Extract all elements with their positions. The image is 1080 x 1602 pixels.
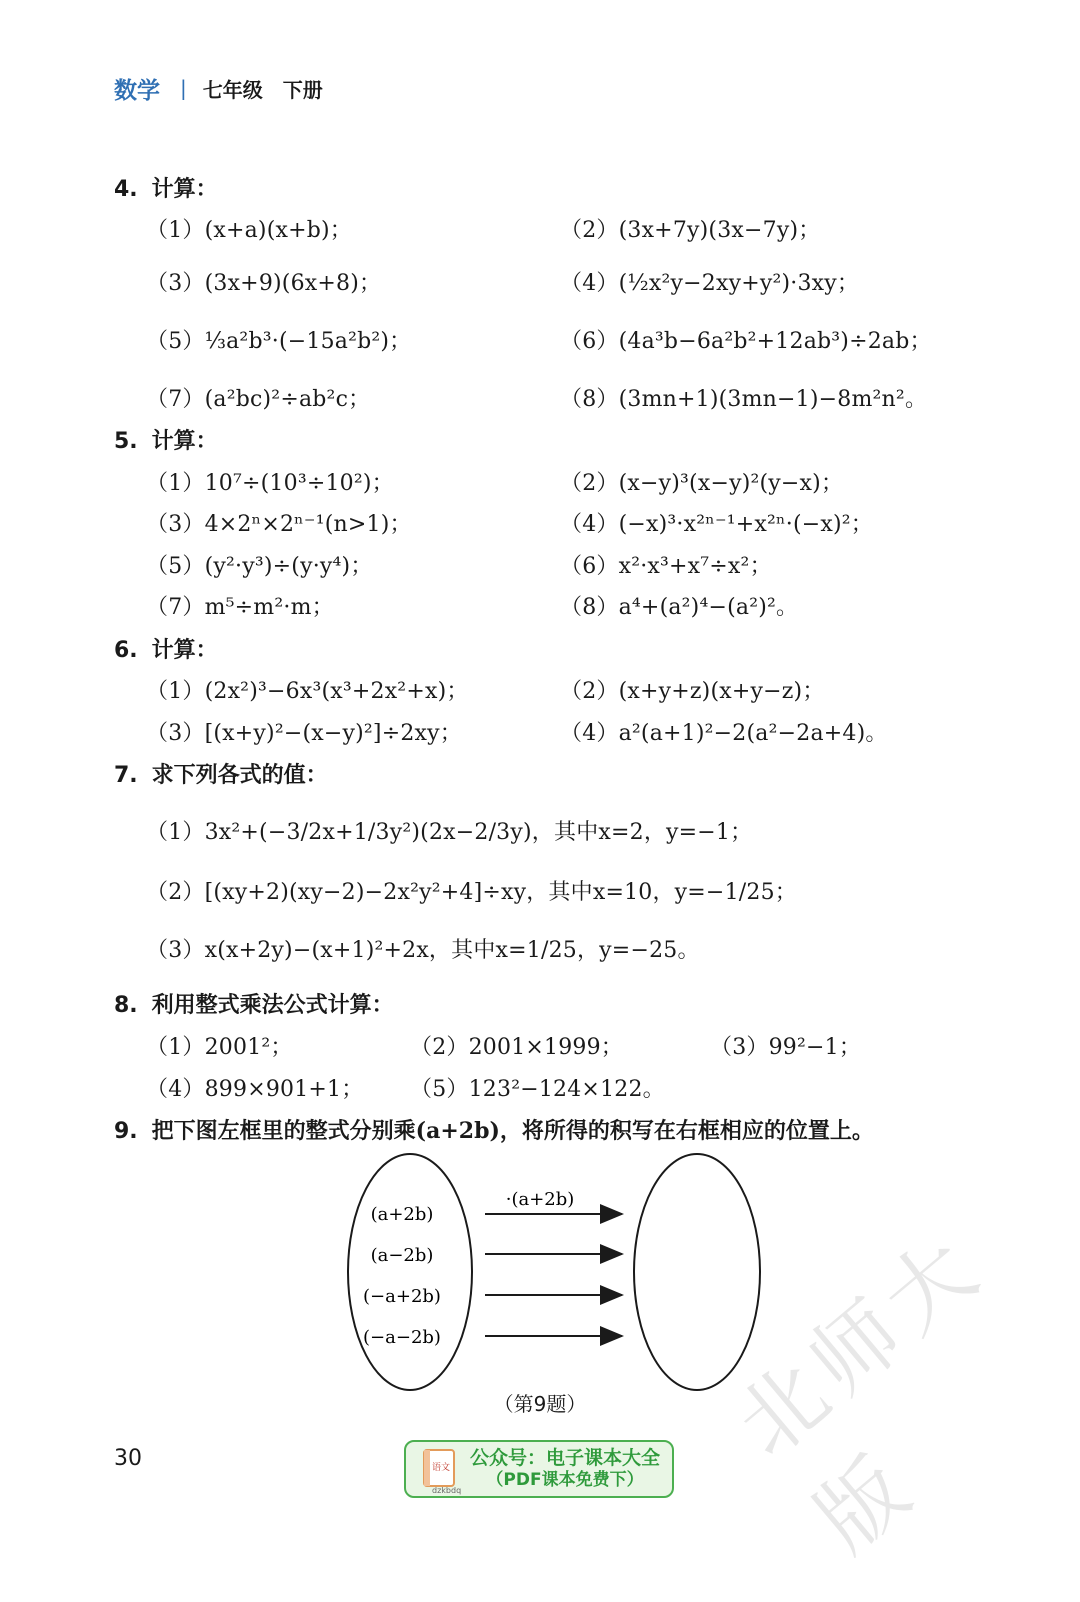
q4-item-1: （1）(x+a)(x+b)； bbox=[146, 218, 353, 243]
q7-item-2: （2）[(xy+2)(xy−2)−2x²y²+4]÷xy，其中x=10，y=−1/25； bbox=[146, 880, 797, 905]
question-title: 利用整式乘法公式计算： bbox=[151, 992, 394, 1018]
q4-item-4: （4）(½x²y−2xy+y²)·3xy； bbox=[560, 271, 860, 296]
left-item-2: (a−2b) bbox=[370, 1245, 434, 1266]
q4-item-2: （2）(3x+7y)(3x−7y)； bbox=[560, 218, 821, 243]
q6-item-4: （4）a²(a+1)²−2(a²−2a+4)。 bbox=[560, 721, 888, 746]
q5-item-5: （5）(y²·y³)÷(y·y⁴)； bbox=[146, 554, 373, 579]
question-title: 求下列各式的值： bbox=[151, 762, 328, 788]
question-title: 计算： bbox=[151, 637, 218, 663]
arrow-label: ·(a+2b) bbox=[505, 1189, 575, 1210]
q4-item-7: （7）(a²bc)²÷ab²c； bbox=[146, 387, 371, 412]
page-header bbox=[114, 70, 323, 106]
question-6-heading bbox=[114, 633, 218, 664]
left-item-4: (−a−2b) bbox=[363, 1327, 441, 1348]
q8-item-3: （3）99²−1； bbox=[710, 1035, 862, 1060]
q5-item-1: （1）10⁷÷(10³÷10²)； bbox=[146, 471, 394, 496]
question-number: 8. bbox=[114, 993, 138, 1018]
q5-item-4: （4）(−x)³·x²ⁿ⁻¹+x²ⁿ·(−x)²； bbox=[560, 512, 873, 537]
question-number: 9. bbox=[114, 1119, 138, 1144]
question-title: 计算： bbox=[151, 428, 218, 454]
q7-item-3: （3）x(x+2y)−(x+1)²+2x，其中x=1/25，y=−25。 bbox=[146, 938, 700, 963]
header-separator: | bbox=[180, 76, 187, 100]
q5-item-7: （7）m⁵÷m²·m； bbox=[146, 595, 334, 620]
q4-item-3: （3）(3x+9)(6x+8)； bbox=[146, 271, 382, 296]
q8-item-1: （1）2001²； bbox=[146, 1035, 293, 1060]
question-number: 6. bbox=[114, 638, 138, 663]
q5-item-2: （2）(x−y)³(x−y)²(y−x)； bbox=[560, 471, 844, 496]
q7-item-1: （1）3x²+(−3/2x+1/3y²)(2x−2/3y)，其中x=2，y=−1； bbox=[146, 820, 753, 845]
q6-item-3: （3）[(x+y)²−(x−y)²]÷2xy； bbox=[146, 721, 462, 746]
question-number: 5. bbox=[114, 429, 138, 454]
q5-item-3: （3）4×2ⁿ×2ⁿ⁻¹(n>1)； bbox=[146, 512, 412, 537]
q8-item-4: （4）899×901+1； bbox=[146, 1077, 364, 1102]
question-8-heading bbox=[114, 988, 394, 1019]
q5-item-8: （8）a⁴+(a²)⁴−(a²)²。 bbox=[560, 595, 799, 620]
q8-item-5: （5）123²−124×122。 bbox=[410, 1077, 665, 1102]
left-item-3: (−a+2b) bbox=[363, 1286, 441, 1307]
badge-line-1: 公众号：电子课本大全 bbox=[470, 1447, 661, 1469]
q4-item-6: （6）(4a³b−6a²b²+12ab³)÷2ab； bbox=[560, 329, 932, 354]
grade-title: 七年级 下册 bbox=[202, 77, 323, 102]
question-number: 7. bbox=[114, 763, 138, 788]
q6-item-2: （2）(x+y+z)(x+y−z)； bbox=[560, 679, 825, 704]
figure-caption: （第9题） bbox=[493, 1392, 587, 1416]
left-ellipse bbox=[348, 1154, 472, 1390]
question-7-heading bbox=[114, 758, 328, 789]
question-4-heading bbox=[114, 172, 218, 203]
badge-small-text: dzkbdq bbox=[432, 1486, 462, 1495]
badge-line-2: （PDF课本免费下） bbox=[486, 1470, 644, 1490]
publisher-watermark: 北师大版 bbox=[717, 1214, 1003, 1572]
page-number: 30 bbox=[114, 1446, 142, 1471]
q4-item-5: （5）⅓a²b³·(−15a²b²)； bbox=[146, 329, 412, 354]
left-item-1: (a+2b) bbox=[370, 1204, 434, 1225]
question-number: 4. bbox=[114, 177, 138, 202]
q8-item-2: （2）2001×1999； bbox=[410, 1035, 624, 1060]
question-title: 把下图左框里的整式分别乘(a+2b)，将所得的积写在右框相应的位置上。 bbox=[151, 1118, 874, 1144]
book-icon-label: 语文 bbox=[431, 1463, 451, 1473]
question-9-heading bbox=[114, 1114, 874, 1145]
q6-item-1: （1）(2x²)³−6x³(x³+2x²+x)； bbox=[146, 679, 469, 704]
q4-item-8: （8）(3mn+1)(3mn−1)−8m²n²。 bbox=[560, 387, 928, 412]
badge-text bbox=[470, 1447, 660, 1491]
q5-item-6: （6）x²·x³+x⁷÷x²； bbox=[560, 554, 772, 579]
question-5-heading bbox=[114, 424, 218, 455]
subject-title: 数学 bbox=[114, 77, 160, 104]
question-title: 计算： bbox=[151, 176, 218, 202]
